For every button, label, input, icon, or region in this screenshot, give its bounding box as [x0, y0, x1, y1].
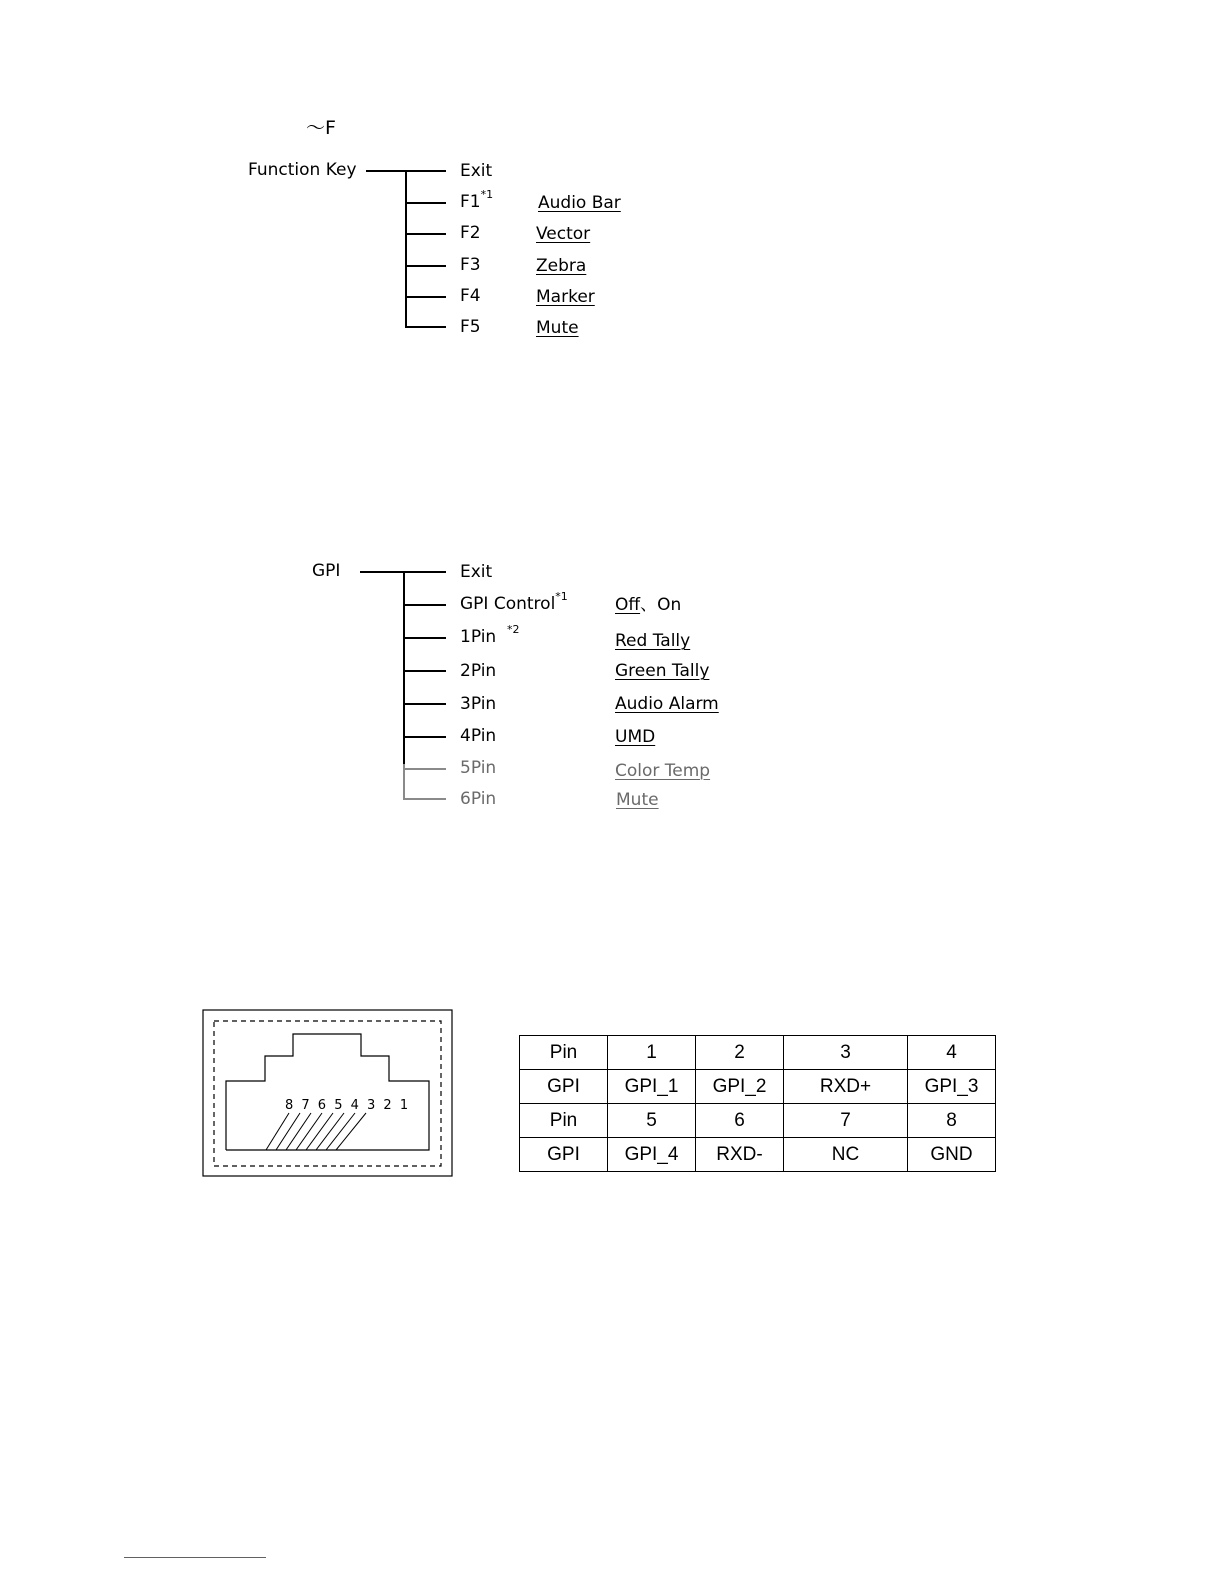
- tree-branch: [403, 736, 446, 738]
- menu-value-f3: Zebra: [536, 256, 587, 276]
- tree-root-label: GPI: [312, 561, 341, 581]
- tree-branch: [405, 265, 446, 267]
- table-cell: GPI_3: [908, 1070, 996, 1104]
- menu-item-f4: F4: [460, 286, 481, 306]
- tree-branch: [405, 170, 446, 172]
- tree-branch: [403, 571, 446, 573]
- tree-branch: [405, 326, 446, 328]
- menu-key: GPI Control: [460, 594, 556, 614]
- gpi-value-6pin: Mute: [616, 790, 659, 810]
- table-cell: Pin: [520, 1036, 608, 1070]
- menu-item-exit: Exit: [460, 161, 493, 181]
- tree-branch: [403, 637, 446, 639]
- menu-item-f3: F3: [460, 255, 481, 275]
- tree-root-label: Function Key: [248, 160, 357, 180]
- pin-contacts: [266, 1113, 366, 1150]
- option-on: 、On: [640, 595, 682, 615]
- menu-key: F1: [460, 192, 481, 212]
- table-cell: GPI_2: [696, 1070, 784, 1104]
- table-cell: 7: [784, 1104, 908, 1138]
- tree-branch: [403, 604, 446, 606]
- menu-value-f5: Mute: [536, 318, 579, 338]
- table-cell: Pin: [520, 1104, 608, 1138]
- pin-number-labels: 8 7 6 5 4 3 2 1: [285, 1098, 411, 1113]
- table-row: [520, 1138, 996, 1172]
- gpi-item-exit: Exit: [460, 562, 493, 582]
- tree-branch: [403, 703, 446, 705]
- menu-item-f1: [460, 188, 494, 212]
- menu-key: 1Pin: [460, 627, 497, 647]
- gpi-item-control: [460, 590, 568, 614]
- table-row: [520, 1070, 996, 1104]
- table-cell: 2: [696, 1036, 784, 1070]
- table-cell: RXD-: [696, 1138, 784, 1172]
- tree-branch: [403, 670, 446, 672]
- table-cell: 1: [608, 1036, 696, 1070]
- tree-connector: [360, 571, 404, 573]
- footnote-mark: *1: [480, 188, 494, 202]
- footnote-mark: *1: [555, 590, 568, 604]
- table-cell: GPI: [520, 1138, 608, 1172]
- table-cell: GPI_1: [608, 1070, 696, 1104]
- section-mark: ～F: [306, 117, 336, 139]
- table-cell: 6: [696, 1104, 784, 1138]
- table-cell: NC: [784, 1138, 908, 1172]
- gpi-pin-table: [519, 1035, 996, 1172]
- menu-item-f5: F5: [460, 317, 481, 337]
- gpi-value-control: [615, 595, 681, 615]
- gpi-value-3pin: Audio Alarm: [615, 694, 719, 714]
- tree-trunk: [405, 170, 407, 327]
- option-off: Off: [615, 595, 641, 615]
- table-cell: 8: [908, 1104, 996, 1138]
- tree-branch: [405, 202, 446, 204]
- footnote-separator: [124, 1557, 266, 1558]
- gpi-item-1pin: [460, 623, 520, 647]
- menu-value-f1: Audio Bar: [538, 193, 621, 213]
- gpi-value-5pin: Color Temp: [615, 761, 711, 781]
- menu-value-f4: Marker: [536, 287, 595, 307]
- gpi-value-2pin: Green Tally: [615, 661, 710, 681]
- gpi-item-3pin: 3Pin: [460, 694, 497, 714]
- rj45-connector-diagram: [202, 1009, 454, 1178]
- menu-value-f2: Vector: [536, 224, 591, 244]
- tree-branch: [403, 768, 446, 770]
- table-cell: 3: [784, 1036, 908, 1070]
- tree-branch: [403, 798, 446, 800]
- menu-item-f2: F2: [460, 223, 481, 243]
- tree-connector: [366, 170, 406, 172]
- table-cell: 4: [908, 1036, 996, 1070]
- gpi-item-5pin: 5Pin: [460, 758, 497, 778]
- tree-branch: [405, 296, 446, 298]
- table-row: [520, 1104, 996, 1138]
- gpi-value-1pin: Red Tally: [615, 631, 691, 651]
- tree-branch: [405, 233, 446, 235]
- table-cell: 5: [608, 1104, 696, 1138]
- gpi-value-4pin: UMD: [615, 727, 656, 747]
- gpi-item-4pin: 4Pin: [460, 726, 497, 746]
- table-cell: RXD+: [784, 1070, 908, 1104]
- gpi-item-6pin: 6Pin: [460, 789, 497, 809]
- table-row: [520, 1036, 996, 1070]
- footnote-mark: *2: [507, 623, 520, 637]
- table-cell: GPI: [520, 1070, 608, 1104]
- table-cell: GND: [908, 1138, 996, 1172]
- gpi-item-2pin: 2Pin: [460, 661, 497, 681]
- table-cell: GPI_4: [608, 1138, 696, 1172]
